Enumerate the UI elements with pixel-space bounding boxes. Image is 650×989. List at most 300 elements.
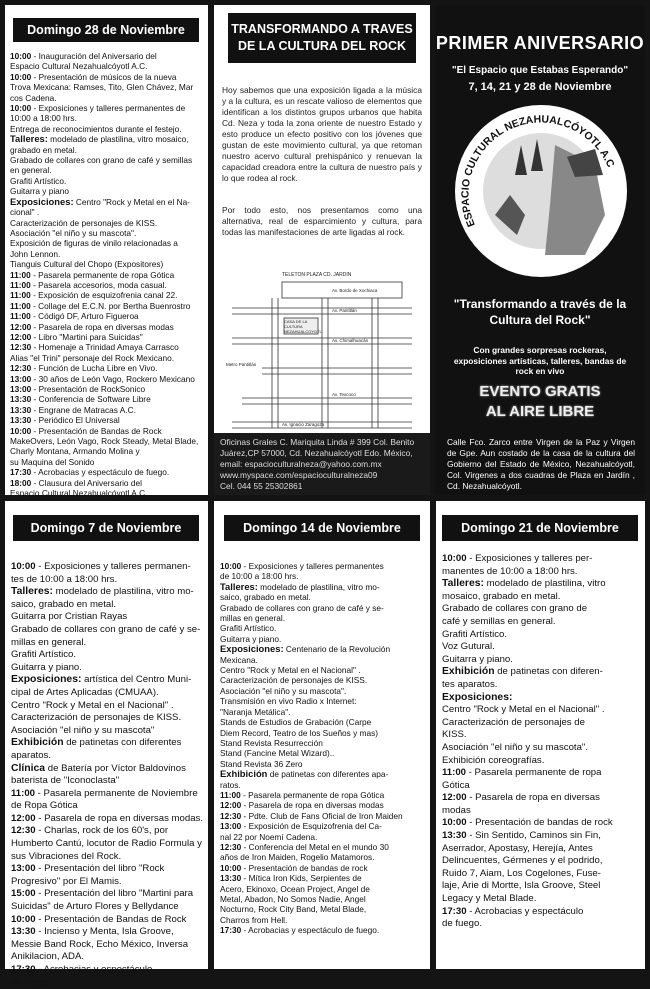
schedule-line bbox=[220, 904, 428, 914]
line-text: - Clausura del Aniversario del bbox=[31, 477, 142, 488]
schedule-line bbox=[10, 103, 206, 113]
line-text: - Presentación de Bandas de Rock bbox=[31, 425, 162, 436]
schedule-line bbox=[442, 880, 642, 893]
schedule-line bbox=[442, 654, 642, 667]
section-label: Exhibición bbox=[442, 666, 495, 678]
time-label: 13:30 bbox=[442, 830, 467, 842]
line-text: Asociación "el niño y su mascota". bbox=[220, 685, 347, 696]
schedule-line bbox=[442, 616, 642, 629]
section-label: Talleres: bbox=[442, 578, 484, 590]
time-label: 15:00 bbox=[11, 888, 36, 900]
schedule-line bbox=[10, 249, 206, 259]
schedule-line bbox=[10, 280, 206, 290]
footer-line: email: espacioculturalneza@yahoo.com.mx bbox=[220, 459, 382, 469]
schedule-line bbox=[10, 363, 206, 373]
map-drawing bbox=[222, 268, 418, 432]
schedule-line bbox=[220, 842, 428, 852]
section-label: Talleres: bbox=[220, 580, 258, 592]
line-text: - Función de Lucha Libre en Vivo. bbox=[31, 363, 158, 374]
anniversary-tagline: "El Espacio que Estabas Esperando" bbox=[451, 65, 629, 76]
line-text: Stands de Estudios de Grabación (Carpe bbox=[220, 717, 372, 728]
line-text: - Periódico El Universal bbox=[31, 415, 120, 426]
line-text: cos Cadena. bbox=[10, 92, 57, 103]
schedule-line bbox=[442, 755, 642, 768]
anniversary-title: PRIMER ANIVERSARIO bbox=[435, 33, 645, 53]
time-label: 11:00 bbox=[10, 300, 31, 311]
line-text: - Acrobacias y espectáculo de fuego. bbox=[31, 467, 170, 478]
schedule-line bbox=[220, 561, 428, 571]
slogan-line1: "Transformando a través de la bbox=[453, 297, 627, 311]
footer-line: Juárez,CP 57000, Cd. Nezahualcóyotl Edo. México, bbox=[220, 448, 413, 458]
logo-text: ESPACIO CULTURAL NEZAHUALCÓYOTL A.C bbox=[459, 113, 617, 229]
schedule-line bbox=[220, 655, 428, 665]
section-label: Talleres: bbox=[11, 586, 53, 598]
schedule-line bbox=[220, 592, 428, 602]
schedule-line bbox=[11, 662, 207, 675]
schedule-line bbox=[11, 901, 207, 914]
schedule-line bbox=[10, 145, 206, 155]
schedule-line bbox=[220, 769, 428, 779]
schedule-line bbox=[442, 817, 642, 830]
schedule-line bbox=[10, 259, 206, 269]
line-text: John Lennon. bbox=[10, 248, 61, 259]
time-label: 13:00 bbox=[10, 373, 32, 384]
panel-title: Domingo 21 de Noviembre bbox=[442, 515, 638, 541]
intro-paragraph-2: Por todo esto, nos presentamos como una alternativa, real de esparcimiento y cultura, para todas las manifestaciones de arte ligadas al rock. bbox=[222, 205, 422, 237]
schedule-line bbox=[11, 763, 207, 776]
time-label: 10:00 bbox=[442, 817, 467, 829]
schedule-line bbox=[10, 290, 206, 300]
section-label: Exposiciones: bbox=[11, 674, 82, 686]
schedule-line bbox=[10, 197, 206, 207]
schedule-line bbox=[442, 893, 642, 906]
schedule-line bbox=[11, 725, 207, 738]
line-text: Grafiti Artístico. bbox=[442, 628, 508, 640]
intro-title-line1: TRANSFORMANDO A TRAVES bbox=[231, 22, 413, 36]
schedule-line bbox=[442, 717, 642, 730]
line-text: mosaico, grabado en metal. bbox=[442, 590, 561, 602]
schedule-line bbox=[10, 61, 206, 71]
schedule-line bbox=[220, 717, 428, 727]
line-text: - Incienso y Menta, Isla Groove, bbox=[35, 926, 174, 938]
schedule-line bbox=[11, 977, 207, 989]
intro-paragraph-1: Hoy sabemos que una exposición ligada a la música y a la cultura, es un rescate valioso de elementos que identifican a los distintos grupos urbanos que habita Cd. Neza y toda la zona oriente de nuestro Estado y esto produce un efecto positivo con los jóvenes que gustan de este movimiento cultural, ya que retoman nuestro acervo cultural prehispánico y renuevan la capacidad creadora entre la cultura de nuestro país y lo que rodea al rock. bbox=[222, 85, 422, 183]
time-label: 13:30 bbox=[220, 873, 242, 884]
logo-ring-text bbox=[455, 105, 627, 277]
line-text: - Acrobacias y espectáculo bbox=[466, 905, 584, 917]
schedule-line bbox=[442, 666, 642, 679]
line-text: saico, grabado en metal. bbox=[11, 598, 117, 610]
schedule-line bbox=[220, 790, 428, 800]
map-metro: Metro Pantitlán bbox=[226, 362, 257, 367]
intro-title-line2: DE LA CULTURA DEL ROCK bbox=[237, 39, 407, 53]
schedule-line bbox=[220, 800, 428, 810]
anniversary-dates: 7, 14, 21 y 28 de Noviembre bbox=[468, 81, 612, 93]
schedule-line bbox=[11, 775, 207, 788]
schedule-line bbox=[220, 852, 428, 862]
line-text: - Acrobacias y espectáculo bbox=[35, 964, 153, 975]
time-label: 11:00 bbox=[10, 279, 31, 290]
time-label: 10:00 bbox=[11, 913, 36, 925]
line-text: - Códigó DF, Arturo Figueroa bbox=[30, 311, 139, 322]
schedule-line bbox=[442, 692, 642, 705]
schedule-line bbox=[442, 679, 642, 692]
schedule-line bbox=[220, 780, 428, 790]
schedule-line bbox=[220, 644, 428, 654]
line-text: millas en general. bbox=[11, 636, 87, 648]
line-text: Mexicana. bbox=[220, 654, 258, 665]
line-text: Asociación "el niño y su mascota" bbox=[11, 724, 155, 736]
schedule-list bbox=[220, 561, 428, 936]
line-text: Suicidas" de Arturo Flores y Bellydance bbox=[11, 901, 179, 913]
line-text: cional" . bbox=[10, 207, 40, 218]
line-text: artística del Centro Muni- bbox=[81, 674, 192, 686]
map-street-2: Av. Pantitlán bbox=[332, 308, 357, 313]
time-label: 17:30 bbox=[11, 964, 36, 975]
line-text: baterista de "Iconoclasta" bbox=[11, 775, 120, 787]
line-text: - Exposición de esquizofrenia canal 22. bbox=[30, 290, 178, 301]
schedule-line bbox=[442, 918, 642, 931]
time-label: 11:00 bbox=[10, 269, 31, 280]
schedule-line bbox=[11, 649, 207, 662]
event-address: Calle Fco. Zarco entre Virgen de la Paz y Virgen de Gpe. Aun costado de la casa de la cultura del Gobierno del Estado de México, Nezahualcóyotl, Col. Virgenes a dos cuadras de Plaza en Jardín , Cd. Nezahualcóyotl. bbox=[447, 437, 635, 491]
line-text: - Presentación del libro "Rock bbox=[35, 863, 165, 875]
schedule-line bbox=[220, 613, 428, 623]
line-text: - Presentación de bandas de rock bbox=[241, 862, 368, 873]
line-text: - Homenaje a Trinidad Amaya Carrasco bbox=[31, 342, 179, 353]
map-street-1: Av. Bordo de Xochiaca bbox=[332, 288, 378, 293]
time-label: 11:00 bbox=[10, 290, 31, 301]
schedule-line bbox=[11, 914, 207, 927]
panel-title: Domingo 14 de Noviembre bbox=[224, 515, 420, 541]
line-text: Metal, Abadon, No Somos Nadie, Angel bbox=[220, 894, 366, 904]
line-text: Acero, Ekinoxo, Ocean Project, Angel de bbox=[220, 883, 370, 894]
line-text: Caracterización de personajes de bbox=[442, 716, 585, 728]
line-text: - Pasarela permanente de ropa bbox=[466, 767, 602, 779]
schedule-line bbox=[220, 696, 428, 706]
schedule-line bbox=[442, 729, 642, 742]
schedule-line bbox=[10, 415, 206, 425]
map-street-4: Av. Texcoco bbox=[332, 392, 356, 397]
time-label: 12:30 bbox=[220, 810, 242, 821]
schedule-line bbox=[10, 457, 206, 467]
line-text: - Pdte. Club de Fans Oficial de Iron Maiden bbox=[241, 810, 403, 821]
footer-line: Oficinas Grales C. Mariquita Linda # 399 Col. Benito bbox=[220, 437, 415, 447]
line-text: modelado de plastilina, vitro bbox=[483, 578, 606, 590]
schedule-line bbox=[10, 51, 206, 61]
schedule-line bbox=[442, 704, 642, 717]
schedule-line bbox=[442, 553, 642, 566]
line-text: café y semillas en general. bbox=[442, 615, 556, 627]
line-text: Grabado de collares con grano de café y se- bbox=[11, 623, 201, 635]
line-text: de fuego. bbox=[442, 918, 483, 930]
line-text: Caracterización de personajes de KISS. bbox=[10, 217, 158, 228]
schedule-line bbox=[442, 843, 642, 856]
time-label: 17:30 bbox=[220, 925, 242, 936]
section-label: Exposiciones: bbox=[10, 195, 74, 207]
line-text: - Pasarela de ropa en diversas modas bbox=[31, 321, 174, 332]
schedule-line bbox=[220, 675, 428, 685]
schedule-line bbox=[11, 750, 207, 763]
schedule-line bbox=[11, 851, 207, 864]
time-label: 12:30 bbox=[220, 841, 242, 852]
line-text: - Collage del E.C.N. por Bertha Buenrostro bbox=[30, 300, 191, 311]
line-text: Humberto Cantú, locutor de Radio Formula y bbox=[11, 838, 202, 850]
free-event-line2: AL AIRE LIBRE bbox=[485, 403, 595, 420]
line-text: - Sin Sentido, Caminos sin Fin, bbox=[466, 830, 601, 842]
schedule-line bbox=[11, 712, 207, 725]
map-top-label: TELETON PLAZA CD. JARDIN bbox=[282, 272, 352, 278]
schedule-line bbox=[10, 405, 206, 415]
schedule-line bbox=[10, 322, 206, 332]
time-label: 12:00 bbox=[442, 792, 467, 804]
line-text: de 10:00 a 18:00 hrs. bbox=[220, 571, 299, 582]
line-text: de Ropa Gótica bbox=[11, 800, 78, 812]
line-text: - Exposiciones y talleres per- bbox=[466, 553, 593, 564]
line-text: grabado en metal. bbox=[10, 144, 77, 155]
line-text: Aserrador, Apostasy, Herejía, Antes bbox=[442, 842, 593, 854]
schedule-line bbox=[220, 925, 428, 935]
schedule-line bbox=[10, 238, 206, 248]
line-text: Centro "Rock y Metal en el Nacional" . bbox=[220, 665, 361, 676]
schedule-list bbox=[10, 51, 206, 498]
schedule-line bbox=[10, 488, 206, 498]
logo-emblem bbox=[455, 105, 627, 277]
line-text: Guitarra y piano. bbox=[442, 653, 513, 665]
line-text: Entrega de reconocimientos durante el festejo. bbox=[10, 123, 182, 134]
line-text: Gótica bbox=[442, 779, 470, 791]
schedule-line bbox=[220, 738, 428, 748]
schedule-line bbox=[220, 748, 428, 758]
time-label: 12:00 bbox=[10, 331, 32, 342]
event-description: Con grandes sorpresas rockeras, exposiciones artísticas, talleres, bandas de rock en vivo bbox=[453, 345, 627, 376]
line-text: saico, grabado en metal. bbox=[220, 592, 311, 603]
time-label: 10:00 bbox=[10, 103, 32, 114]
line-text: Asociación "el niño y su mascota". bbox=[10, 227, 137, 238]
line-text: 10:00 a 18:00 hrs. bbox=[10, 113, 77, 124]
schedule-line bbox=[220, 894, 428, 904]
schedule-line bbox=[220, 821, 428, 831]
time-label: 11:00 bbox=[220, 789, 241, 800]
line-text: - Mítica Iron Kids, Serpientes de bbox=[241, 873, 362, 884]
schedule-line bbox=[10, 134, 206, 144]
schedule-line bbox=[11, 637, 207, 650]
contact-footer bbox=[220, 437, 426, 492]
schedule-line bbox=[10, 446, 206, 456]
footer-line: Cel. 044 55 25302861 bbox=[220, 481, 303, 491]
line-text: modelado de plastilina, vitro mo- bbox=[257, 581, 380, 592]
line-text: su Maquina del Sonido bbox=[10, 456, 95, 467]
time-label: 13:30 bbox=[10, 415, 32, 426]
schedule-line bbox=[220, 707, 428, 717]
line-text: KISS. bbox=[442, 729, 467, 741]
schedule-line bbox=[442, 578, 642, 591]
time-label: 12:00 bbox=[220, 800, 242, 811]
line-text: Delincuentes, Gérmenes y el podrido, bbox=[442, 855, 603, 867]
line-text: "Naranja Metálica". bbox=[220, 706, 291, 717]
line-text: - Exposiciones y talleres permanentes bbox=[241, 561, 384, 571]
line-text: Transmisión en vivo Radio x Internet: bbox=[220, 696, 357, 707]
schedule-line bbox=[220, 582, 428, 592]
schedule-line bbox=[11, 737, 207, 750]
line-text: Ruido 7, Aiam, Los Cogelones, Fuse- bbox=[442, 867, 601, 879]
location-map bbox=[222, 268, 418, 432]
line-text: Nocturno, Rock City Band, Metal Blade, bbox=[220, 904, 367, 915]
line-text: Stand (Fancine Metal Wizard).. bbox=[220, 748, 335, 759]
schedule-panel-21 bbox=[436, 501, 645, 969]
schedule-panel-28 bbox=[5, 5, 208, 499]
line-text: Exhibición coreografías. bbox=[442, 754, 545, 766]
line-text: Grabado de collares con grano de café y se- bbox=[220, 602, 384, 613]
panel-title: Domingo 28 de Noviembre bbox=[13, 18, 199, 42]
line-text: Grabado de collares con grano de café y semillas bbox=[10, 155, 193, 166]
time-label: 10:00 bbox=[10, 425, 32, 436]
line-text: de patinetas con diferentes apa- bbox=[267, 769, 389, 780]
line-text: - 30 años de León Vago, Rockero Mexicano bbox=[31, 373, 195, 384]
schedule-line bbox=[11, 939, 207, 952]
schedule-list bbox=[11, 561, 207, 989]
footer-line: www.myspace.com/espacioculturalneza09 bbox=[220, 470, 378, 480]
time-label: 13:00 bbox=[11, 863, 36, 875]
line-text: Caracterización de personajes de KISS. bbox=[220, 675, 368, 686]
schedule-line bbox=[11, 926, 207, 939]
line-text: - Presentación del libro "Martini para bbox=[35, 888, 194, 900]
line-text: aparatos. bbox=[11, 749, 52, 761]
schedule-line bbox=[11, 964, 207, 977]
schedule-line bbox=[220, 884, 428, 894]
line-text: - Conferencia de Software Libre bbox=[31, 394, 151, 405]
line-text: Guitarra y piano bbox=[10, 186, 70, 197]
schedule-line bbox=[220, 686, 428, 696]
schedule-line bbox=[442, 566, 642, 579]
map-place: CASA DE LA CULTURA NEZAHUALCOYOTL bbox=[284, 319, 322, 334]
schedule-line bbox=[442, 805, 642, 818]
line-text: Charly Montana, Armando Molina y bbox=[10, 446, 140, 457]
line-text: sus Vibraciones del Rock. bbox=[11, 850, 122, 862]
line-text: modelado de plastilina, vitro mosaico, bbox=[47, 134, 189, 145]
line-text: cipal de Artes Aplicadas (CMUAA). bbox=[11, 686, 159, 698]
line-text: - Exposiciones y talleres permanen- bbox=[35, 561, 191, 572]
line-text: Grabado de collares con grano de bbox=[442, 603, 588, 615]
section-label: Exhibición bbox=[11, 737, 64, 749]
line-text: Charros from Hell. bbox=[220, 914, 288, 925]
time-label: 10:00 bbox=[10, 71, 32, 82]
line-text: Stand Revista Resurrección bbox=[220, 737, 323, 748]
schedule-line bbox=[11, 599, 207, 612]
map-street-5: Av. Ignacio Zaragoza bbox=[282, 422, 325, 427]
section-label: Talleres: bbox=[10, 133, 48, 145]
line-text: - Exposiciones y talleres permanentes de bbox=[31, 103, 186, 114]
section-label: Exposiciones: bbox=[220, 643, 284, 655]
schedule-line bbox=[10, 82, 206, 92]
line-text: Legacy y Metal Blade. bbox=[442, 893, 537, 905]
schedule-line bbox=[442, 868, 642, 881]
time-label: 17:30 bbox=[442, 905, 467, 917]
line-text: - Presentación de RockSonico bbox=[31, 384, 146, 394]
schedule-line bbox=[10, 218, 206, 228]
line-text: de fuego. bbox=[11, 976, 52, 988]
schedule-line bbox=[11, 813, 207, 826]
slogan-line2: Cultura del Rock" bbox=[489, 313, 591, 327]
time-label: 10:00 bbox=[220, 561, 242, 571]
schedule-line bbox=[220, 832, 428, 842]
schedule-line bbox=[442, 767, 642, 780]
line-text: Grafiti Artístico. bbox=[220, 623, 277, 634]
schedule-line bbox=[11, 788, 207, 801]
line-text: - Charlas, rock de los 60's, por bbox=[35, 825, 169, 837]
line-text: - Pasarela de ropa en diversas modas bbox=[241, 800, 384, 811]
line-text: Tianguis Cultural del Chopo (Expositores) bbox=[10, 259, 164, 270]
time-label: 11:00 bbox=[10, 311, 31, 322]
schedule-line bbox=[10, 426, 206, 436]
schedule-line bbox=[10, 72, 206, 82]
map-street-3: Av. Chimalhuacán bbox=[332, 338, 369, 343]
line-text: tes aparatos. bbox=[442, 678, 498, 690]
line-text: años de Iron Maiden, Rogelio Matamoros. bbox=[220, 852, 375, 863]
line-text: - Conferencia del Metal en el mundo 30 bbox=[241, 841, 389, 852]
line-text: Guitarra por Cristian Rayas bbox=[11, 611, 128, 623]
line-text: Exposición de figuras de vinilo relacionadas a bbox=[10, 238, 178, 249]
schedule-line bbox=[11, 561, 207, 574]
schedule-line bbox=[10, 342, 206, 352]
line-text: Alias "el Trini" personaje del Rock Mexicano. bbox=[10, 352, 175, 363]
schedule-line bbox=[442, 641, 642, 654]
line-text: - Libro "Martini para Suicidas" bbox=[31, 331, 143, 342]
line-text: Guitarra y piano. bbox=[220, 633, 282, 644]
time-label: 13:30 bbox=[10, 404, 32, 415]
line-text: Messie Band Rock, Echo México, Inversa bbox=[11, 938, 189, 950]
section-label: Exhibición bbox=[220, 768, 268, 780]
schedule-line bbox=[11, 863, 207, 876]
line-text: Grafiti Artístico. bbox=[11, 649, 77, 661]
schedule-line bbox=[11, 674, 207, 687]
schedule-line bbox=[10, 478, 206, 488]
schedule-line bbox=[10, 467, 206, 477]
line-text: Espacio Cultural Nezahualcóyotl A.C. bbox=[10, 61, 148, 72]
line-text: nal 22 por Noemí Cadena. bbox=[220, 831, 318, 842]
line-text: modelado de plastilina, vitro mo- bbox=[52, 586, 194, 598]
schedule-line bbox=[10, 311, 206, 321]
schedule-line bbox=[442, 780, 642, 793]
line-text: Anikilacion, ADA. bbox=[11, 951, 85, 963]
time-label: 12:00 bbox=[10, 321, 32, 332]
schedule-line bbox=[11, 611, 207, 624]
line-text: millas en general. bbox=[220, 613, 286, 624]
time-label: 12:30 bbox=[11, 825, 36, 837]
schedule-panel-14 bbox=[214, 501, 430, 969]
line-text: - Presentación de Bandas de Rock bbox=[35, 913, 187, 925]
schedule-line bbox=[10, 374, 206, 384]
schedule-line bbox=[442, 906, 642, 919]
line-text: Espacio Cultural Nezahualcóyotl A.C. bbox=[10, 488, 148, 499]
schedule-line bbox=[11, 800, 207, 813]
line-text: - Pasarela de ropa en diversas bbox=[466, 792, 600, 804]
schedule-line bbox=[10, 155, 206, 165]
free-event-line1: EVENTO GRATIS bbox=[479, 383, 601, 400]
time-label: 13:00 bbox=[10, 384, 32, 394]
time-label: 11:00 bbox=[11, 787, 36, 799]
line-text: - Pasarela accesorios, moda casual. bbox=[30, 279, 167, 290]
line-text: Centro "Rock y Metal en el Nacional" . bbox=[442, 704, 605, 716]
line-text: - Pasarela permanente de ropa Gótica bbox=[30, 269, 175, 280]
schedule-line bbox=[10, 165, 206, 175]
time-label: 11:00 bbox=[442, 767, 467, 779]
line-text: MakeOvers, León Vago, Rock Steady, Metal Blade, bbox=[10, 436, 199, 447]
time-label: 13:00 bbox=[220, 821, 242, 832]
intro-title bbox=[228, 13, 416, 63]
line-text: - Engrane de Matracas A.C. bbox=[31, 404, 136, 415]
schedule-line bbox=[220, 873, 428, 883]
